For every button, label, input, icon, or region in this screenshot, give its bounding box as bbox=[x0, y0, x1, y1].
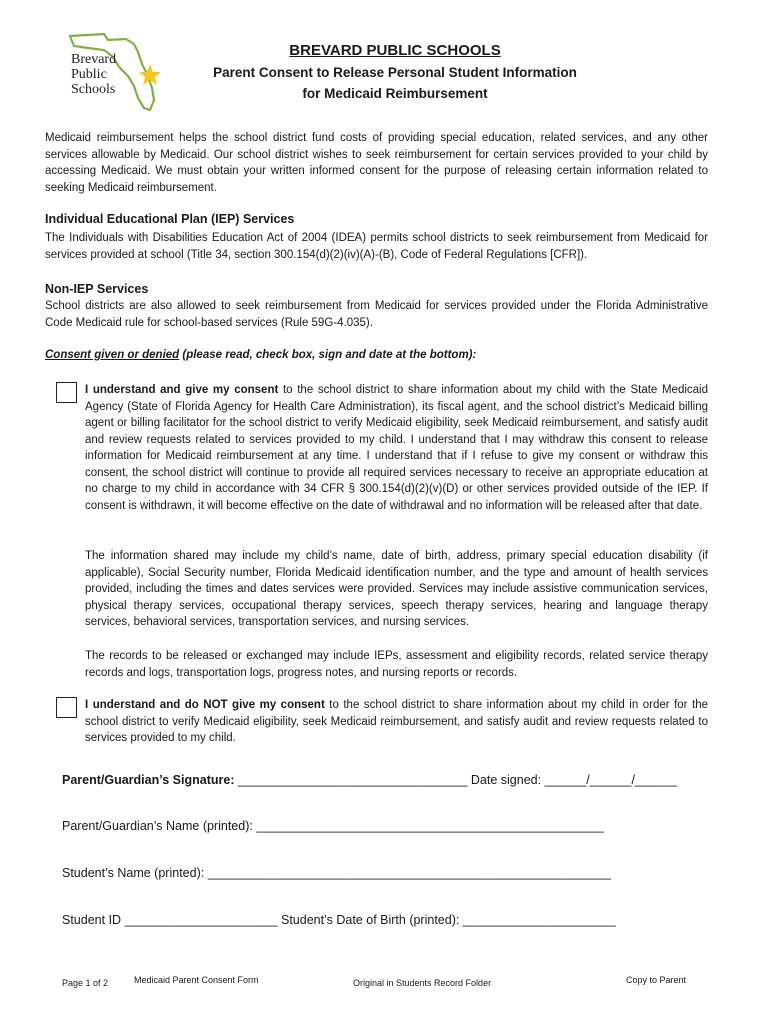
deny-consent-text: I understand and do NOT give my consent to the school district to share information about my child in order for the school district to verify Medicaid eligibility, seek Medicaid reimbursement, and satisfy audit and review requests related to services provided to my child. bbox=[85, 699, 708, 744]
student-id-row bbox=[62, 913, 616, 927]
give-consent-checkbox[interactable] bbox=[56, 382, 77, 403]
parent-name-row bbox=[62, 819, 604, 833]
form-name: Medicaid Parent Consent Form bbox=[134, 975, 259, 985]
parent-name-field[interactable]: __________________________________________________ bbox=[256, 819, 604, 833]
give-consent-text: I understand and give my consent to the school district to share information about my child with the State Medicaid Agency (State of Florida Agency for Health Care Administration), its fiscal agent, and the school district’s Medicaid billing agent or billing facilitator for the school district to verify Medicaid eligibility, seek Medicaid reimbursement, and satisfy audit and review requests related to services provided to my child. I understand that I may withdraw this consent to release information for Medicaid reimbursement at any time. I understand that if I refuse to give my consent or withdraw this consent, the school district will continue to provide all required services necessary to receive an appropriate education at no charge to my child in accordance with 34 CFR § 300.154(d)(2)(v)(D) or other services provided outside of the IEP. If consent is withdrawn, it will become effective on the date of withdrawal and no information will be released after that date. bbox=[85, 384, 708, 512]
signature-row bbox=[62, 773, 677, 787]
document-subtitle: Parent Consent to Release Personal Student Information bbox=[213, 65, 577, 80]
original-note: Original in Students Record Folder bbox=[353, 978, 492, 988]
deny-consent-checkbox[interactable] bbox=[56, 697, 77, 718]
iep-heading: Individual Educational Plan (IEP) Services bbox=[45, 212, 295, 226]
page-number: Page 1 of 2 bbox=[62, 978, 109, 988]
student-id-label: Student ID bbox=[62, 913, 122, 927]
copy-note: Copy to Parent bbox=[626, 975, 687, 985]
student-dob-field[interactable]: ______________________ bbox=[462, 913, 616, 927]
document-subtitle-2: for Medicaid Reimbursement bbox=[302, 86, 488, 101]
document-title: BREVARD PUBLIC SCHOOLS bbox=[289, 42, 501, 59]
records-paragraph: The records to be released or exchanged may include IEPs, assessment and eligibility records, related service therapy records and logs, transportation logs, progress notes, and nursing reports or records. bbox=[85, 650, 708, 679]
signature-field[interactable]: _________________________________ bbox=[237, 773, 468, 787]
parent-name-label: Parent/Guardian’s Name (printed): bbox=[62, 819, 253, 833]
iep-paragraph: The Individuals with Disabilities Education Act of 2004 (IDEA) permits school districts to seek reimbursement from Medicaid for services provided at school (Title 34, section 300.154(d)(2)(iv)(A)-(B), Code of Federal Regulations [CFR]). bbox=[45, 232, 708, 261]
signature-label: Parent/Guardian’s Signature: bbox=[62, 773, 235, 787]
date-signed-label: Date signed: bbox=[470, 773, 542, 787]
non-iep-paragraph: School districts are also allowed to seek reimbursement from Medicaid for services provided under the Florida Administrative Code Medicaid rule for school-based services (Rule 59G-4.035). bbox=[45, 300, 708, 329]
consent-heading: Consent given or denied (please read, check box, sign and date at the bottom): bbox=[45, 349, 477, 361]
date-signed-field[interactable]: ______/______/______ bbox=[544, 773, 677, 787]
student-dob-label: Student’s Date of Birth (printed): bbox=[281, 913, 460, 927]
intro-paragraph: Medicaid reimbursement helps the school district fund costs of providing special education, related services, and any other services allowable by Medicaid. Our school district wishes to seek reimbursement for certain services provided to your child by accessing Medicaid. We must obtain your written informed consent for the purpose of releasing certain information related to seeking Medicaid reimbursement. bbox=[45, 132, 708, 194]
student-id-field[interactable]: ______________________ bbox=[124, 913, 278, 927]
district-logo bbox=[64, 30, 166, 112]
non-iep-heading: Non-IEP Services bbox=[45, 282, 149, 296]
student-name-label: Student’s Name (printed): bbox=[62, 866, 205, 880]
information-shared-paragraph: The information shared may include my child’s name, date of birth, address, primary special education disability (if applicable), Social Security number, Florida Medicaid identification number, and the type and amount of health services provided, including the times and dates services were provided. Services may include assistive communication services, physical therapy services, occupational therapy services, speech therapy services, hearing and language therapy services, behavioral services, transportation services, and nursing services. bbox=[85, 550, 708, 628]
logo-text: Brevard Public Schools bbox=[71, 52, 117, 97]
student-name-row bbox=[62, 866, 611, 880]
student-name-field[interactable]: __________________________________________________________ bbox=[207, 866, 611, 880]
